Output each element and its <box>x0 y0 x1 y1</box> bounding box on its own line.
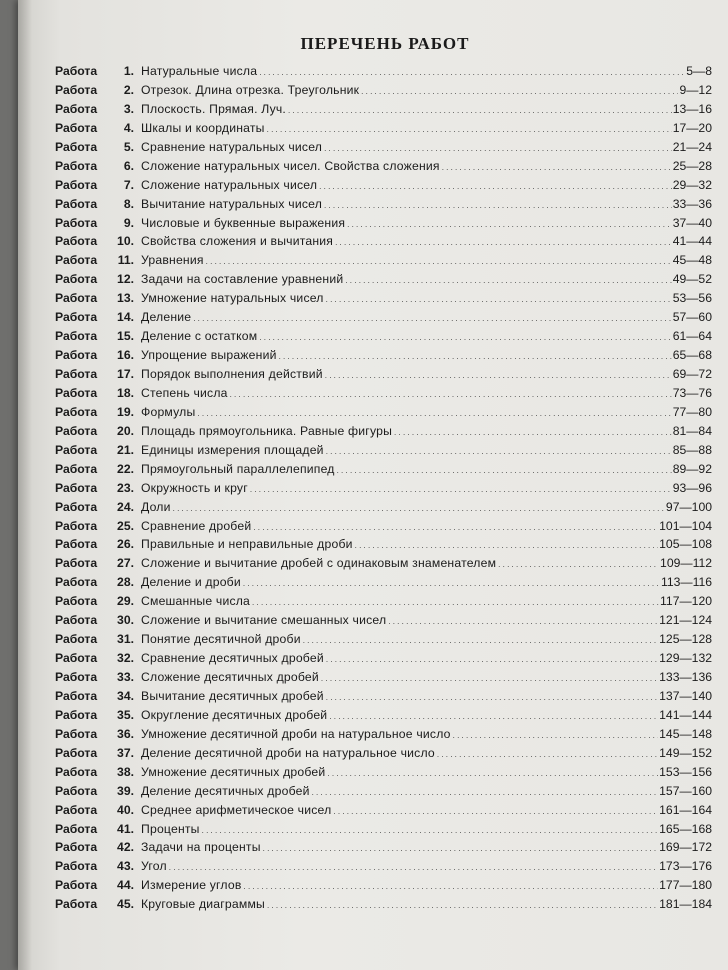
toc-leader-dots <box>394 424 672 438</box>
toc-leader-dots <box>252 594 659 608</box>
toc-entry <box>55 822 712 841</box>
toc-entry-pages: 73—76 <box>672 385 712 400</box>
toc-entry <box>55 348 712 367</box>
page-title: ПЕРЕЧЕНЬ РАБОТ <box>300 34 470 53</box>
toc-entry-label: Работа <box>55 613 98 628</box>
toc-entry <box>55 462 712 481</box>
toc-entry-pages: 169—172 <box>659 840 712 855</box>
toc-leader-dots <box>173 500 665 514</box>
toc-entry-title: Уравнения <box>141 253 204 268</box>
toc-entry-number: 39. <box>117 783 134 798</box>
toc-entry <box>55 64 712 83</box>
toc-entry-title: Сложение натуральных чисел <box>141 177 318 192</box>
toc-entry-label: Работа <box>55 537 98 552</box>
toc-entry-label: Работа <box>55 764 98 779</box>
toc-entry-pages: 117—120 <box>660 594 712 609</box>
toc-leader-dots <box>388 613 658 627</box>
toc-entry-pages: 105—108 <box>659 537 712 552</box>
toc-entry-number: 29. <box>117 594 134 609</box>
toc-entry-pages: 85—88 <box>672 442 712 457</box>
toc-entry-title: Формулы <box>141 404 196 419</box>
toc-entry-number: 26. <box>117 537 134 552</box>
toc-leader-dots <box>202 822 659 836</box>
toc-leader-dots <box>324 140 672 154</box>
toc-entry-pages: 65—68 <box>672 348 712 363</box>
toc-entry-pages: 49—52 <box>672 272 712 287</box>
toc-entry-title: Натуральные числа <box>141 64 258 78</box>
toc-entry-label: Работа <box>55 594 98 609</box>
toc-leader-dots <box>453 727 659 741</box>
toc-entry <box>55 253 712 272</box>
toc-entry <box>55 405 712 424</box>
toc-leader-dots <box>267 897 658 911</box>
toc-leader-dots <box>303 632 658 646</box>
toc-entry-number: 15. <box>117 329 134 344</box>
toc-entry-number: 9. <box>123 215 134 230</box>
toc-entry-pages: 97—100 <box>665 499 712 514</box>
toc-entry <box>55 216 712 235</box>
toc-entry-label: Работа <box>55 291 98 306</box>
toc-entry-label: Работа <box>55 745 98 760</box>
toc-entry-title: Задачи на проценты <box>141 840 261 855</box>
toc-entry-label: Работа <box>55 688 98 703</box>
toc-entry-title: Вычитание натуральных чисел <box>141 196 323 211</box>
toc-entry-title: Умножение натуральных чисел <box>141 291 324 306</box>
toc-entry-number: 36. <box>117 726 134 741</box>
toc-leader-dots <box>347 216 672 230</box>
toc-leader-dots <box>326 291 672 305</box>
toc-entry-number: 17. <box>117 367 134 381</box>
toc-entry-pages: 29—32 <box>672 177 712 192</box>
toc-entry <box>55 840 712 859</box>
toc-entry-pages: 17—20 <box>672 120 712 135</box>
toc-entry <box>55 197 712 216</box>
toc-entry <box>55 424 712 443</box>
toc-entry-title: Сравнение натуральных чисел <box>141 139 323 154</box>
toc-leader-dots <box>193 310 671 324</box>
toc-entry-number: 34. <box>117 688 134 703</box>
toc-entry-pages: 25—28 <box>672 158 712 173</box>
toc-entry <box>55 367 712 386</box>
toc-entry-number: 5. <box>123 139 134 154</box>
toc-entry-pages: 45—48 <box>672 253 712 268</box>
toc-entry-title: Степень числа <box>141 385 228 400</box>
toc-entry-label: Работа <box>55 442 98 457</box>
toc-entry-pages: 109—112 <box>660 556 712 571</box>
toc-entry <box>55 765 712 784</box>
toc-entry-label: Работа <box>55 158 98 173</box>
toc-leader-dots <box>253 519 658 533</box>
toc-entry-pages: 153—156 <box>659 764 712 779</box>
toc-entry-title: Сложение десятичных дробей <box>141 670 319 684</box>
toc-entry-label: Работа <box>55 215 98 230</box>
toc-entry-title: Смешанные числа <box>141 594 251 609</box>
toc-entry-number: 30. <box>117 613 134 628</box>
toc-entry <box>55 121 712 140</box>
toc-entry-pages: 93—96 <box>672 480 712 495</box>
toc-leader-dots <box>355 537 659 551</box>
toc-entry-pages: 41—44 <box>672 234 712 249</box>
toc-entry <box>55 746 712 765</box>
toc-entry-number: 8. <box>123 196 134 211</box>
toc-entry-title: Сложение и вычитание дробей с одинаковым знаменателем <box>141 556 497 571</box>
toc-entry-title: Прямоугольный параллелепипед <box>141 461 335 476</box>
toc-entry-pages: 141—144 <box>659 707 712 722</box>
toc-entry-number: 37. <box>117 745 134 760</box>
toc-entry-pages: 173—176 <box>659 859 712 874</box>
toc-entry-pages: 5—8 <box>686 64 712 78</box>
toc-leader-dots <box>288 102 672 116</box>
toc-entry-pages: 165—168 <box>659 821 712 836</box>
toc-entry <box>55 651 712 670</box>
toc-entry-number: 12. <box>117 272 134 287</box>
toc-leader-dots <box>244 878 659 892</box>
toc-entry-pages: 77—80 <box>672 404 712 419</box>
toc-leader-dots <box>437 746 658 760</box>
toc-entry-number: 42. <box>117 840 134 855</box>
toc-entry-title: Плоскость. Прямая. Луч. <box>141 101 287 116</box>
toc-entry-pages: 13—16 <box>672 101 712 116</box>
toc-entry <box>55 708 712 727</box>
toc-entry-pages: 145—148 <box>659 726 712 741</box>
toc-entry-label: Работа <box>55 840 98 855</box>
toc-entry-number: 41. <box>117 821 134 836</box>
toc-entry-number: 4. <box>123 120 134 135</box>
toc-entry-title: Порядок выполнения действий <box>141 367 323 381</box>
toc-entry-label: Работа <box>55 385 98 400</box>
toc-entry-number: 22. <box>117 461 134 476</box>
toc-entry-number: 21. <box>117 442 134 457</box>
toc-entry-number: 25. <box>117 518 134 533</box>
toc-entry-pages: 61—64 <box>672 329 712 344</box>
toc-entry-pages: 33—36 <box>672 196 712 211</box>
toc-leader-dots <box>498 556 659 570</box>
toc-leader-dots <box>442 159 672 173</box>
table-of-contents <box>55 64 712 916</box>
toc-leader-dots <box>361 83 678 97</box>
toc-leader-dots <box>250 481 672 495</box>
toc-entry-number: 28. <box>117 575 134 590</box>
toc-leader-dots <box>259 329 671 343</box>
toc-entry-title: Среднее арифметическое чисел <box>141 802 332 817</box>
toc-entry <box>55 803 712 822</box>
toc-entry-label: Работа <box>55 120 98 135</box>
toc-entry-title: Угол <box>141 859 167 874</box>
toc-entry-title: Деление десятичных дробей <box>141 783 310 798</box>
toc-entry-number: 6. <box>123 158 134 173</box>
toc-leader-dots <box>230 386 672 400</box>
toc-entry-label: Работа <box>55 101 98 116</box>
toc-entry-title: Округление десятичных дробей <box>141 707 328 722</box>
toc-entry-label: Работа <box>55 177 98 192</box>
toc-entry-label: Работа <box>55 348 98 363</box>
toc-entry-label: Работа <box>55 329 98 344</box>
toc-entry <box>55 897 712 916</box>
toc-entry-number: 35. <box>117 707 134 722</box>
toc-entry-pages: 101—104 <box>659 518 712 533</box>
toc-leader-dots <box>321 670 658 684</box>
toc-entry-title: Шкалы и координаты <box>141 120 265 135</box>
toc-entry <box>55 500 712 519</box>
toc-entry-label: Работа <box>55 234 98 249</box>
toc-entry-label: Работа <box>55 783 98 798</box>
toc-entry <box>55 178 712 197</box>
toc-entry <box>55 519 712 538</box>
toc-entry <box>55 159 712 178</box>
toc-leader-dots <box>337 462 672 476</box>
toc-entry <box>55 291 712 310</box>
toc-entry-pages: 149—152 <box>659 745 712 760</box>
toc-entry-title: Деление десятичной дроби на натуральное число <box>141 745 435 760</box>
toc-entry-title: Сложение натуральных чисел. Свойства сложения <box>141 158 440 173</box>
toc-entry-label: Работа <box>55 632 98 647</box>
toc-entry-number: 14. <box>117 310 134 325</box>
toc-entry-label: Работа <box>55 575 98 590</box>
toc-leader-dots <box>259 64 685 78</box>
toc-entry-label: Работа <box>55 480 98 495</box>
toc-entry-title: Упрощение выражений <box>141 348 277 363</box>
toc-entry-label: Работа <box>55 859 98 874</box>
toc-leader-dots <box>333 803 658 817</box>
toc-entry-title: Умножение десятичных дробей <box>141 764 326 779</box>
toc-entry-number: 45. <box>117 897 134 912</box>
toc-entry <box>55 102 712 121</box>
toc-leader-dots <box>324 197 672 211</box>
toc-leader-dots <box>335 234 672 248</box>
toc-entry <box>55 859 712 878</box>
toc-entry-pages: 133—136 <box>659 670 712 684</box>
toc-entry-title: Площадь прямоугольника. Равные фигуры <box>141 423 393 438</box>
toc-entry-title: Отрезок. Длина отрезка. Треугольник <box>141 82 360 97</box>
toc-entry <box>55 443 712 462</box>
toc-entry-label: Работа <box>55 272 98 287</box>
toc-entry-label: Работа <box>55 802 98 817</box>
toc-entry <box>55 537 712 556</box>
toc-entry-number: 2. <box>123 82 134 97</box>
toc-entry-title: Доли <box>141 499 171 514</box>
toc-entry-label: Работа <box>55 253 98 268</box>
toc-entry-title: Единицы измерения площадей <box>141 442 324 457</box>
toc-entry-title: Круговые диаграммы <box>141 897 266 912</box>
toc-entry-label: Работа <box>55 461 98 476</box>
toc-entry-number: 44. <box>117 878 134 893</box>
toc-entry-pages: 137—140 <box>659 688 712 703</box>
toc-entry-title: Деление и дроби <box>141 575 241 590</box>
toc-entry <box>55 140 712 159</box>
toc-entry-number: 20. <box>117 423 134 438</box>
toc-entry <box>55 689 712 708</box>
toc-entry <box>55 310 712 329</box>
toc-entry-number: 10. <box>117 234 134 249</box>
toc-entry-pages: 21—24 <box>672 139 712 154</box>
toc-leader-dots <box>267 121 672 135</box>
toc-entry-pages: 9—12 <box>679 82 712 97</box>
toc-entry-label: Работа <box>55 726 98 741</box>
toc-entry-number: 16. <box>117 348 134 363</box>
toc-entry-pages: 181—184 <box>659 897 712 912</box>
toc-leader-dots <box>312 784 659 798</box>
toc-entry-title: Правильные и неправильные дроби <box>141 537 353 552</box>
toc-entry-label: Работа <box>55 310 98 325</box>
page-spine-shadow <box>18 0 32 970</box>
toc-entry-title: Сравнение десятичных дробей <box>141 651 324 666</box>
toc-entry-number: 40. <box>117 802 134 817</box>
toc-entry-title: Проценты <box>141 821 200 836</box>
toc-entry-label: Работа <box>55 499 98 514</box>
toc-entry <box>55 594 712 613</box>
toc-entry-label: Работа <box>55 139 98 154</box>
toc-entry-label: Работа <box>55 651 98 666</box>
toc-leader-dots <box>206 253 672 267</box>
toc-entry-number: 11. <box>117 253 134 268</box>
toc-entry-title: Деление <box>141 310 192 325</box>
toc-entry-title: Числовые и буквенные выражения <box>141 215 346 230</box>
toc-leader-dots <box>263 840 658 854</box>
toc-leader-dots <box>326 651 658 665</box>
toc-entry-label: Работа <box>55 518 98 533</box>
toc-entry <box>55 613 712 632</box>
toc-entry-pages: 129—132 <box>659 651 712 666</box>
toc-entry <box>55 670 712 689</box>
toc-entry <box>55 83 712 102</box>
toc-entry-title: Сравнение дробей <box>141 518 252 533</box>
toc-entry-label: Работа <box>55 707 98 722</box>
toc-entry-label: Работа <box>55 404 98 419</box>
toc-leader-dots <box>327 765 658 779</box>
toc-entry-title: Измерение углов <box>141 878 242 893</box>
toc-entry-pages: 89—92 <box>672 461 712 476</box>
toc-leader-dots <box>279 348 672 362</box>
toc-entry-title: Свойства сложения и вычитания <box>141 234 334 249</box>
toc-entry <box>55 234 712 253</box>
toc-entry-pages: 125—128 <box>659 632 712 647</box>
toc-entry-number: 38. <box>117 764 134 779</box>
toc-entry-number: 23. <box>117 480 134 495</box>
toc-entry-pages: 177—180 <box>659 878 712 893</box>
toc-entry-title: Умножение десятичной дроби на натуральное число <box>141 726 451 741</box>
toc-entry <box>55 878 712 897</box>
toc-entry <box>55 272 712 291</box>
toc-entry-label: Работа <box>55 556 98 571</box>
toc-leader-dots <box>169 859 658 873</box>
toc-entry-number: 13. <box>117 291 134 306</box>
toc-entry-number: 27. <box>117 556 134 571</box>
toc-entry-number: 33. <box>117 670 134 684</box>
toc-entry <box>55 329 712 348</box>
toc-entry-title: Задачи на составление уравнений <box>141 272 344 287</box>
toc-entry-pages: 161—164 <box>659 802 712 817</box>
toc-entry-number: 3. <box>123 101 134 116</box>
toc-entry-pages: 53—56 <box>672 291 712 306</box>
toc-entry-label: Работа <box>55 82 98 97</box>
toc-entry-number: 18. <box>117 385 134 400</box>
toc-leader-dots <box>345 272 671 286</box>
toc-entry-title: Сложение и вычитание смешанных чисел <box>141 613 387 628</box>
toc-entry-label: Работа <box>55 670 98 684</box>
toc-entry-label: Работа <box>55 423 98 438</box>
toc-entry-label: Работа <box>55 821 98 836</box>
toc-entry-title: Вычитание десятичных дробей <box>141 688 324 703</box>
toc-entry-number: 19. <box>117 404 134 419</box>
toc-entry-label: Работа <box>55 64 98 78</box>
toc-leader-dots <box>329 708 658 722</box>
toc-entry-title: Понятие десятичной дроби <box>141 632 301 647</box>
toc-entry-number: 1. <box>123 64 134 78</box>
toc-entry-title: Окружность и круг <box>141 480 248 495</box>
toc-entry-number: 32. <box>117 651 134 666</box>
toc-entry <box>55 632 712 651</box>
toc-leader-dots <box>326 689 658 703</box>
toc-leader-dots <box>325 367 672 381</box>
toc-entry <box>55 556 712 575</box>
toc-entry-pages: 37—40 <box>672 215 712 230</box>
toc-entry-number: 7. <box>123 177 134 192</box>
toc-entry-pages: 81—84 <box>672 423 712 438</box>
toc-entry-pages: 57—60 <box>672 310 712 325</box>
toc-entry-label: Работа <box>55 878 98 893</box>
toc-leader-dots <box>319 178 672 192</box>
toc-leader-dots <box>197 405 671 419</box>
toc-leader-dots <box>243 575 660 589</box>
toc-entry-label: Работа <box>55 897 98 912</box>
toc-entry-number: 43. <box>117 859 134 874</box>
toc-leader-dots <box>326 443 672 457</box>
toc-entry <box>55 481 712 500</box>
toc-entry-label: Работа <box>55 196 98 211</box>
toc-entry <box>55 784 712 803</box>
toc-entry-pages: 113—116 <box>660 575 712 590</box>
toc-entry <box>55 575 712 594</box>
toc-entry-pages: 121—124 <box>659 613 712 628</box>
toc-entry-number: 24. <box>117 499 134 514</box>
toc-entry-pages: 157—160 <box>659 783 712 798</box>
toc-entry <box>55 386 712 405</box>
toc-entry-title: Деление с остатком <box>141 329 258 344</box>
toc-entry-number: 31. <box>117 632 134 647</box>
toc-entry <box>55 727 712 746</box>
toc-entry-pages: 69—72 <box>672 367 712 381</box>
toc-entry-label: Работа <box>55 367 98 381</box>
